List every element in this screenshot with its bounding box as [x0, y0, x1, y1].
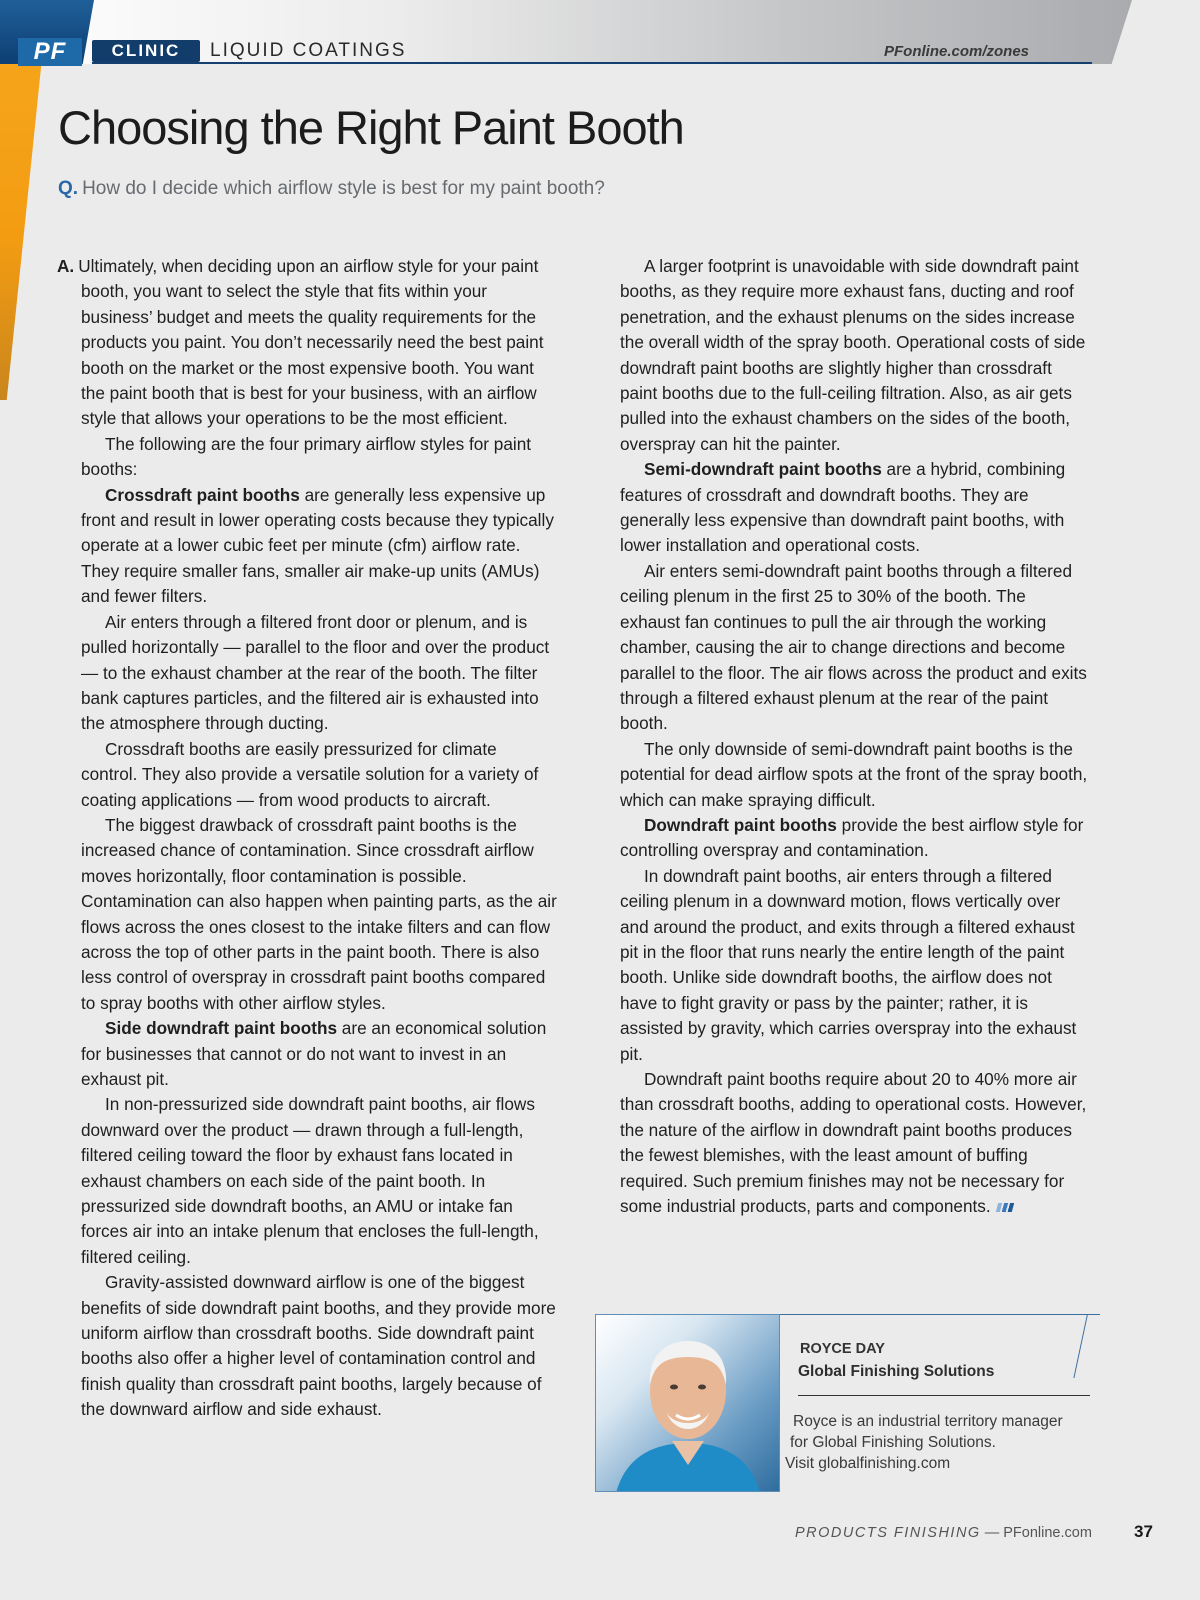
end-mark-icon — [995, 1203, 1013, 1212]
answer-label: A. — [57, 256, 75, 276]
paragraph: Crossdraft paint booths are generally less expensive up front and result in lower operating costs because they typically operate at a lower cubic feet per minute (cfm) airflow rate. They require smaller fans, smaller air make-up units (AMUs) and fewer filters. — [81, 484, 554, 607]
page-number: 37 — [1134, 1522, 1153, 1541]
paragraph: Air enters semi-downdraft paint booths through a filtered ceiling plenum in the first 25 to 30% of the booth. The exhaust fan continues to pull the air through the working chamber, causing the air to change directions and become parallel to the floor. The air flows across the product and exits through a filtered exhaust plenum at the rear of the paint booth. — [620, 560, 1087, 734]
author-company: Global Finishing Solutions — [798, 1363, 995, 1380]
page-title: Choosing the Right Paint Booth — [58, 101, 684, 154]
paragraph: The following are the four primary airflow styles for paint booths: — [81, 433, 532, 480]
clinic-badge: CLINIC — [92, 40, 200, 62]
author-bio: Royce is an industrial territory manager for Global Finishing Solutions. Visit globalfinishing.com — [785, 1411, 1095, 1474]
author-divider — [798, 1395, 1090, 1396]
frame-line — [780, 1314, 1100, 1315]
paragraph: A. Ultimately, when deciding upon an airflow style for your paint booth, you want to select the style that fits within your business’ budget and meets the quality requirements for the products you paint. You don’t necessarily need the best paint booth on the market or the most expensive booth. You want the paint booth that is best for your business, with an airflow style that allows your operations to be the most efficient. — [57, 256, 544, 429]
left-column — [57, 254, 557, 1423]
publication-name: PRODUCTS FINISHING — [795, 1525, 981, 1541]
author-name: ROYCE DAY — [800, 1341, 885, 1357]
frame-slash — [1073, 1314, 1088, 1378]
paragraph: Downdraft paint booths provide the best airflow style for controlling overspray and contamination. — [620, 814, 1084, 861]
paragraph: Semi-downdraft paint booths are a hybrid, combining features of crossdraft and downdraft booths. They are generally less expensive than downdraft paint booths, with lower installation and operational costs. — [620, 459, 1066, 556]
header-url: PFonline.com/zones — [884, 43, 1030, 60]
paragraph: Side downdraft paint booths are an economical solution for businesses that cannot or do not want to invest in an exhaust pit. — [81, 1018, 547, 1089]
subhead-side-downdraft: Side downdraft paint booths — [105, 1018, 338, 1039]
subhead-downdraft: Downdraft paint booths — [644, 814, 837, 835]
paragraph: Crossdraft booths are easily pressurized for climate control. They also provide a versatile solution for a variety of coating applications — from wood products to aircraft. — [81, 738, 539, 810]
question-label: Q. — [58, 178, 79, 199]
footer: PRODUCTS FINISHING — PFonline.com — [795, 1525, 1092, 1541]
paragraph: In non-pressurized side downdraft paint booths, air flows downward over the product — drawn through a full-length, filtered ceiling toward the floor by exhaust fans located in exhaust chambers on each side of the paint booth. In pressurized side downdraft booths, an AMU or intake fan forces air into an intake plenum that encloses the full-length, filtered ceiling. — [81, 1094, 539, 1267]
header-rule — [92, 62, 1092, 64]
author-website: Visit globalfinishing.com — [785, 1455, 951, 1472]
paragraph: In downdraft paint booths, air enters through a filtered ceiling plenum in a downward motion, flows vertically over and around the product, and exits through a filtered exhaust pit in the floor that runs nearly the entire length of the paint booth. Unlike side downdraft booths, the airflow does not have to fight gravity or pass by the painter; rather, it is assisted by gravity, which carries overspray into the exhaust pit. — [620, 865, 1077, 1064]
pf-logo: PF — [18, 38, 82, 66]
paragraph: Downdraft paint booths require about 20 to 40% more air than crossdraft booths, adding to operational costs. However, the nature of the airflow in downdraft paint booths produces the fewest blemishes, with the least amount of buffing required. Such premium finishes may not be necessary for some industrial products, parts and components. — [620, 1069, 1087, 1217]
paragraph: A larger footprint is unavoidable with side downdraft paint booths, as they require more exhaust fans, ducting and roof penetration, and the exhaust plenums on the sides increase the overall width of the spray booth. Operational costs of side downdraft paint booths are slightly higher than crossdraft paint booths due to the full-ceiling filtration. Also, as air gets pulled into the exhaust chambers on the sides of the booth, overspray can hit the painter. — [620, 256, 1086, 454]
author-box — [595, 1314, 1103, 1492]
section-name: LIQUID COATINGS — [210, 40, 407, 61]
author-photo — [595, 1314, 780, 1492]
subhead-semi-downdraft: Semi-downdraft paint booths — [644, 459, 882, 480]
question-text: How do I decide which airflow style is best for my paint booth? — [82, 178, 605, 199]
right-column — [620, 254, 1090, 1219]
author-portrait-icon — [596, 1315, 780, 1492]
paragraph: Air enters through a filtered front door or plenum, and is pulled horizontally — parallel to the floor and over the product — to the exhaust chamber at the rear of the booth. The filter bank captures particles, and the filtered air is exhausted into the atmosphere through ducting. — [81, 611, 550, 734]
paragraph: The only downside of semi-downdraft paint booths is the potential for dead airflow spots at the front of the spray booth, which can make spraying difficult. — [620, 738, 1088, 810]
subhead-crossdraft: Crossdraft paint booths — [105, 484, 300, 505]
paragraph: The biggest drawback of crossdraft paint booths is the increased chance of contamination. Since crossdraft airflow moves horizontally, floor contamination is possible. Contamination can also happen when painting parts, as the air flows across the ones closest to the intake filters and can flow across the top of other parts in the paint booth. There is also less control of overspray in crossdraft paint booths compared to spray booths with other airflow styles. — [81, 814, 557, 1013]
footer-site: PFonline.com — [1003, 1525, 1092, 1541]
paragraph: Gravity-assisted downward airflow is one of the biggest benefits of side downdraft paint booths, and they provide more uniform airflow than crossdraft booths. Side downdraft paint booths also offer a higher level of contamination control and finish quality than crossdraft paint booths, largely because of the downward airflow and side exhaust. — [81, 1272, 556, 1420]
question — [58, 178, 605, 200]
